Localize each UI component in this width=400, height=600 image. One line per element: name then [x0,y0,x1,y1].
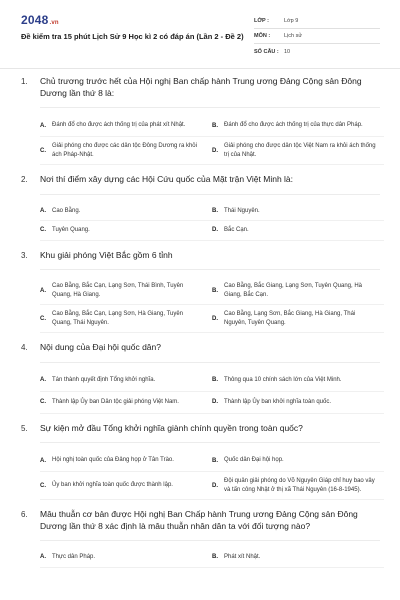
question-divider [40,362,380,363]
answer-text: Cao Bằng, Bắc Cạn, Lạng Sơn, Thái Bình, Tuyên Quang, Hà Giang. [52,283,184,298]
answer-letter: C. [40,482,46,489]
meta-info [254,14,380,59]
question-item [0,76,400,165]
answer-text: Cao Bằng. [52,207,81,214]
answer-text: Cao Bằng, Bắc Cạn, Lạng Sơn, Hà Giang, Tuyên Quang, Thái Nguyên. [52,311,184,326]
answer-option[interactable] [212,137,384,165]
answer-option[interactable] [212,450,384,472]
answer-text: Thành lập Ủy ban Dân tộc giải phóng Việt Nam. [52,398,179,405]
meta-row-subject [254,29,380,44]
question-number: 5. [21,423,28,433]
answer-option[interactable] [40,392,212,414]
answer-letter: A. [40,287,46,294]
question-item [0,423,400,501]
answer-letter: B. [212,457,218,464]
answer-text: Phát xít Nhật. [224,554,261,560]
meta-label: SỐ CÂU : [254,48,279,55]
question-item [0,342,400,414]
answer-text: Ủy ban khởi nghĩa toàn quốc được thành lập. [52,482,173,489]
meta-value: Lớp 9 [284,18,299,24]
answer-letter: B. [212,377,218,383]
logo-text: 2048 [21,13,49,27]
answer-option[interactable] [40,548,212,568]
answer-letter: B. [212,207,218,214]
page-title: Đề kiểm tra 15 phút Lịch Sử 9 Học kì 2 có đáp án (Lần 2 - Đề 2) [21,32,244,41]
answer-text: Cao Bằng, Lạng Sơn, Bắc Giang, Hà Giang, Thái Nguyên, Tuyên Quang. [224,311,356,326]
question-divider [40,107,380,108]
question-text: Nội dung của Đại hội quốc dân? [40,342,161,352]
question-list [0,76,400,577]
answer-option[interactable] [40,202,212,222]
question-number: 1. [21,77,28,86]
answer-option[interactable] [40,115,212,137]
logo-tld: .vn [49,20,59,26]
answer-option[interactable] [40,472,212,500]
question-number: 2. [21,175,28,184]
answer-letter: D. [212,227,218,234]
answer-option[interactable] [212,221,384,241]
answer-text: Cao Bằng, Bắc Giang, Lạng Sơn, Tuyên Quang, Hà Giang, Bắc Cạn. [224,283,363,298]
answer-text: Thành lập Ủy ban khởi nghĩa toàn quốc. [224,398,332,405]
meta-row-count [254,44,380,59]
answer-grid [40,450,400,500]
answer-grid [40,548,400,568]
answer-option[interactable] [40,370,212,392]
answer-letter: B. [212,287,218,294]
answer-text: Đánh đổ cho được ách thống trị của thực dân Pháp. [224,122,363,129]
meta-label: LỚP : [254,18,269,24]
answer-letter: A. [40,122,46,129]
answer-text: Thực dân Pháp. [52,554,96,560]
answer-letter: C. [40,227,46,234]
question-text: Nơi thí điểm xây dựng các Hội Cứu quốc của Mặt trận Việt Minh là: [40,174,294,184]
header-divider [0,68,400,69]
question-divider [40,540,380,541]
answer-option[interactable] [212,115,384,137]
answer-option[interactable] [212,305,384,333]
answer-text: Thông qua 10 chính sách lớn của Việt Minh. [224,376,342,383]
answer-grid [40,115,400,165]
meta-value: Lịch sử [284,33,303,39]
answer-letter: D. [212,315,218,322]
question-text: Mâu thuẫn cơ bản được Hội nghị Ban Chấp hành Trung ương Đảng Cộng sản Đông Dương lần thứ 8 xác định là mâu thuẫn nhân dân ta với đối tượng nào? [40,509,358,531]
answer-grid [40,370,400,414]
answer-text: Đánh đổ cho được ách thống trị của phát xít Nhật. [52,122,186,129]
answer-option[interactable] [212,392,384,414]
answer-option[interactable] [212,472,384,500]
answer-option[interactable] [40,137,212,165]
answer-text: Giải phóng cho được dân tộc Việt Nam ra khỏi ách thống trị của Nhật. [224,143,376,158]
site-logo[interactable] [21,13,59,27]
answer-letter: C. [40,147,46,154]
answer-letter: B. [212,122,218,129]
answer-text: Tán thành quyết định Tổng khởi nghĩa. [52,376,156,383]
question-item [0,509,400,568]
header [0,0,400,62]
answer-grid [40,277,400,333]
answer-text: Bắc Cạn. [224,227,249,233]
answer-text: Quốc dân Đại hội họp. [224,457,284,464]
answer-option[interactable] [212,202,384,222]
meta-label: MÔN : [254,33,271,39]
answer-letter: C. [40,315,46,322]
question-item [0,174,400,241]
meta-row-class [254,14,380,29]
answer-letter: B. [212,554,218,561]
question-item [0,250,400,334]
answer-option[interactable] [40,305,212,333]
question-number: 4. [21,343,28,352]
answer-letter: C. [40,399,46,405]
answer-letter: A. [40,457,46,464]
question-divider [40,442,380,443]
answer-option[interactable] [212,277,384,305]
answer-letter: A. [40,554,46,561]
answer-letter: D. [212,147,218,154]
answer-option[interactable] [40,277,212,305]
answer-grid [40,202,400,241]
answer-text: Đội quân giải phóng do Võ Nguyên Giáp chỉ huy bao vây và tấn công Nhật ở thị xã Thái Nguyên (16-8-1945). [224,478,375,493]
answer-option[interactable] [40,450,212,472]
question-divider [40,269,380,270]
answer-option[interactable] [212,548,384,568]
answer-letter: D. [212,482,218,489]
answer-text: Hội nghị toàn quốc của Đảng họp ở Tân Trào. [52,457,174,464]
answer-option[interactable] [40,221,212,241]
answer-text: Thái Nguyên. [224,207,260,214]
question-number: 3. [21,250,28,260]
answer-text: Tuyên Quang. [52,227,90,233]
question-text: Chủ trương trước hết của Hội nghị Ban chấp hành Trung ương Đảng Cộng sản Đông Dương lần thứ 8 là: [40,76,362,98]
question-number: 6. [21,510,28,519]
question-divider [40,194,380,195]
answer-text: Giải phóng cho được các dân tộc Đông Dương ra khỏi ách Pháp-Nhật. [52,143,197,158]
answer-letter: A. [40,207,46,214]
answer-letter: D. [212,399,218,405]
answer-option[interactable] [212,370,384,392]
answer-letter: A. [40,377,46,383]
question-text: Sự kiện mở đầu Tổng khởi nghĩa giành chính quyền trong toàn quốc? [40,422,303,433]
meta-value: 10 [284,48,291,55]
question-text: Khu giải phóng Việt Bắc gồm 6 tỉnh [40,249,173,260]
